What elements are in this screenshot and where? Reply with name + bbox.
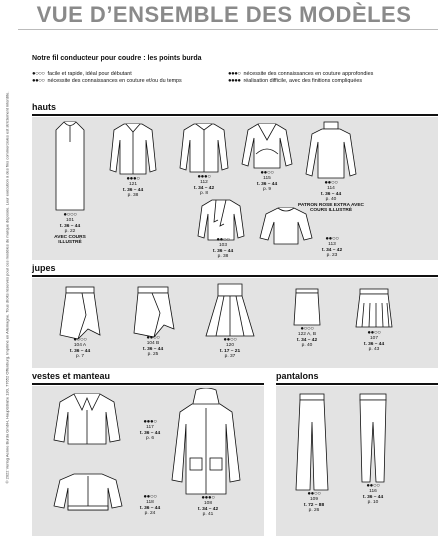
model-number: 121 — [128, 182, 137, 187]
skirt-104b-sketch — [130, 285, 176, 339]
legend-text: facile et rapide, idéal pour débutant — [47, 71, 132, 77]
model-page: p. 38 — [217, 254, 229, 260]
difficulty-dots: ●●○○ — [260, 170, 274, 176]
legend-right — [228, 71, 373, 85]
difficulty-dots: ●●○○ — [216, 237, 230, 243]
model-size: t. 36 – 44 — [59, 223, 81, 229]
model-size: t. 36 – 44 — [69, 348, 91, 354]
section-title-vestes: vestes et manteau — [32, 371, 111, 381]
model-page: p. 24 — [144, 511, 156, 517]
tie-blouse-sketch — [196, 196, 246, 242]
bomber-118-sketch — [52, 470, 124, 512]
model-size: t. 34 – 42 — [197, 506, 219, 512]
model-label-103 — [195, 238, 251, 260]
page-title: VUE D’ENSEMBLE DES MODÈLES — [36, 2, 412, 27]
model-number: 114 — [327, 186, 335, 191]
section-rule — [32, 114, 438, 116]
model-page: p. 7 — [75, 354, 84, 360]
difficulty-dots: ●●●○ — [228, 71, 241, 77]
model-number: 107 — [369, 336, 378, 341]
model-page: p. 10 — [367, 500, 379, 506]
model-number: 122 A, B — [297, 332, 317, 337]
model-label-116 — [345, 484, 401, 506]
model-label-115 — [239, 171, 295, 193]
model-page: p. 26 — [308, 508, 320, 514]
legend-text: nécessite des connaissances en couture approfondies — [243, 71, 374, 77]
model-size: t. 36 – 44 — [139, 430, 161, 436]
difficulty-dots: ●●●○ — [197, 174, 211, 180]
model-number: 104 B — [146, 341, 160, 346]
legend-item — [228, 78, 373, 85]
copyright-sidebar — [0, 40, 14, 540]
model-number: 108 — [203, 501, 212, 506]
model-number: 113 — [328, 242, 336, 247]
difficulty-dots: ●●○○ — [367, 330, 381, 336]
section-rule — [32, 383, 264, 385]
model-page: p. 37 — [224, 354, 236, 360]
blouse-sketch — [178, 120, 230, 174]
difficulty-dots: ●●●○ — [143, 419, 157, 425]
difficulty-dots: ●●○○ — [307, 491, 321, 497]
model-size: t. 17 – 21 — [219, 348, 241, 354]
model-number: 109 — [309, 497, 318, 502]
model-note: AVEC COURS ILLUSTRÉ — [54, 234, 86, 246]
model-size: t. 36 – 44 — [139, 505, 161, 511]
turtleneck-sketch — [304, 120, 358, 180]
model-page: p. 9 — [262, 187, 271, 193]
model-size: t. 36 – 44 — [362, 494, 384, 500]
model-page: p. 43 — [368, 347, 380, 353]
model-label-109 — [286, 492, 342, 514]
flared-skirt-sketch — [204, 282, 256, 340]
section-title-pantalons: pantalons — [276, 371, 319, 381]
model-page: p. 40 — [325, 197, 337, 203]
copyright-text: © 2022 Verlag Aenne Burda GmbH, Hauptstraße 130, 77652 Offenburg. Imprimé en Allemagne. Tous droits réservés pour ces modèles de marque déposée. Leur exécution à des fins commerciales est strictement interdite. — [4, 91, 10, 484]
model-page: p. 6 — [145, 436, 154, 442]
difficulty-dots: ●●○○ — [32, 78, 45, 84]
model-label-107 — [346, 331, 402, 353]
difficulty-dots: ●●○○ — [324, 180, 338, 186]
legend-text: nécessite des connaissances en couture et/ou du temps — [47, 78, 182, 84]
model-size: t. 36 – 44 — [320, 191, 342, 197]
section-rule — [276, 383, 438, 385]
difficulty-dots: ●○○○ — [73, 337, 87, 343]
model-number: 112 — [200, 180, 208, 185]
model-label-101 — [42, 213, 98, 246]
difficulty-dots: ●●●● — [228, 78, 241, 84]
pleated-skirt-sketch — [354, 287, 394, 331]
model-size: t. 36 – 44 — [142, 346, 164, 352]
hooded-coat-108-sketch — [168, 388, 244, 496]
difficulty-dots: ●●○○ — [146, 335, 160, 341]
model-label-104a — [52, 338, 108, 360]
title-rule — [18, 29, 438, 30]
section-title-hauts: hauts — [32, 102, 57, 112]
model-number: 103 — [218, 243, 227, 248]
model-page: p. 8 — [199, 191, 208, 197]
difficulty-dots: ●○○○ — [300, 326, 314, 332]
legend-text: réalisation difficile, avec des finitions compliquées — [243, 78, 363, 84]
model-label-104b — [125, 336, 181, 358]
difficulty-dots: ●○○○ — [32, 71, 45, 77]
section-title-jupes: jupes — [32, 263, 56, 273]
model-number: 117 — [146, 425, 154, 430]
shirt-sketch — [108, 120, 158, 176]
model-page: p. 22 — [64, 229, 76, 235]
model-page: p. 23 — [326, 253, 338, 259]
difficulty-dots: ●●●○ — [126, 176, 140, 182]
model-size: t. 36 – 44 — [212, 248, 234, 254]
jacket-117-sketch — [52, 390, 122, 446]
model-size: t. 36 – 44 — [122, 187, 144, 193]
skirt-104a-sketch — [58, 285, 102, 341]
difficulty-dots: ●●●○ — [201, 495, 215, 501]
model-label-120 — [202, 338, 258, 360]
model-size: t. 36 – 44 — [256, 181, 278, 187]
legend-item — [32, 71, 182, 78]
legend-left — [32, 71, 182, 85]
difficulty-dots: ●●○○ — [143, 494, 157, 500]
model-label-122 — [279, 327, 335, 349]
model-note: PATRON ROSE EXTRA AVEC COURS ILLUSTRÉ — [297, 202, 364, 214]
wide-trousers-109-sketch — [294, 392, 330, 492]
model-size: t. 34 – 42 — [193, 185, 215, 191]
difficulty-dots: ●●○○ — [223, 337, 237, 343]
model-size: t. 36 – 44 — [363, 341, 385, 347]
section-rule — [32, 275, 438, 277]
model-size: t. 34 – 42 — [296, 337, 318, 343]
model-number: 104 A — [73, 343, 87, 348]
pencil-skirt-sketch — [292, 287, 322, 327]
model-page: p. 25 — [147, 352, 159, 358]
tunic-sketch — [52, 120, 88, 212]
model-number: 101 — [65, 218, 74, 223]
model-label-121 — [105, 177, 161, 199]
model-label-108 — [180, 496, 236, 518]
page-subtitle: Notre fil conducteur pour coudre : les points burda — [32, 55, 202, 62]
model-page: p. 41 — [202, 512, 214, 518]
difficulty-dots: ●●○○ — [366, 483, 380, 489]
legend-item — [32, 78, 182, 85]
model-page: p. 38 — [127, 193, 139, 199]
model-page: p. 40 — [301, 343, 313, 349]
model-number: 116 — [369, 489, 377, 494]
model-number: 120 — [225, 343, 234, 348]
model-label-113 — [304, 237, 360, 259]
difficulty-dots: ●●○○ — [325, 236, 339, 242]
model-size: t. 72 – 88 — [303, 502, 325, 508]
model-label-112 — [176, 175, 232, 197]
model-size: t. 34 – 42 — [321, 247, 343, 253]
model-label-118 — [122, 495, 178, 517]
tapered-trousers-116-sketch — [356, 392, 390, 484]
wrap-top-sketch — [240, 120, 294, 170]
model-number: 118 — [146, 500, 154, 505]
difficulty-dots: ●○○○ — [63, 212, 77, 218]
model-number: 115 — [263, 176, 271, 181]
legend-item — [228, 71, 373, 78]
